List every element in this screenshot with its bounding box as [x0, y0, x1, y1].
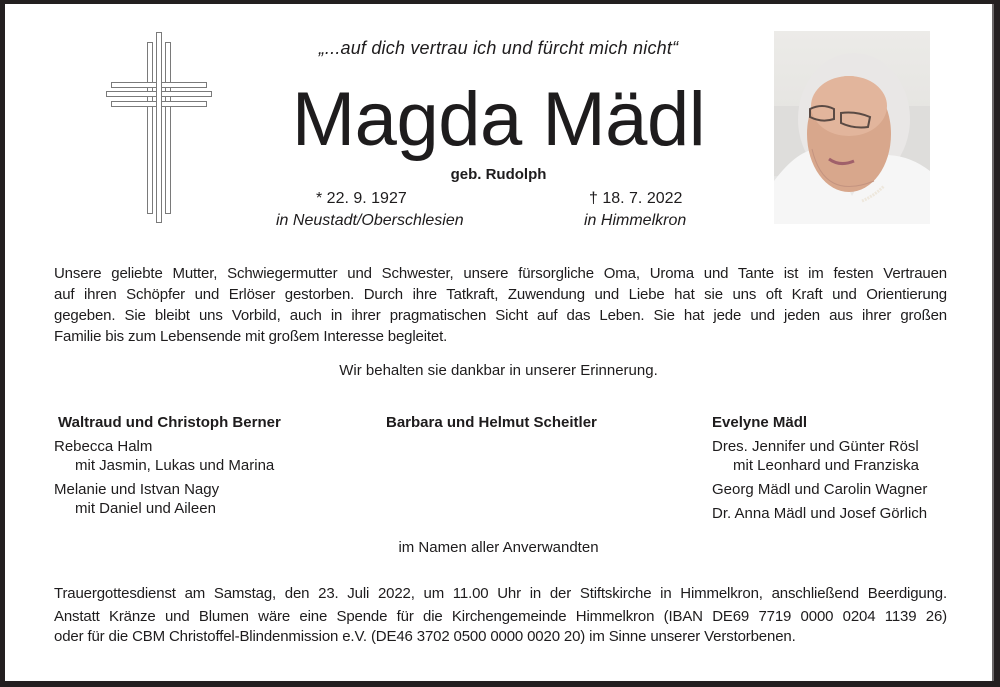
- maiden-name: geb. Rudolph: [450, 166, 547, 183]
- mourner-col1-head: Waltraud und Christoph Berner: [58, 414, 281, 431]
- deceased-name: Magda Mädl: [291, 77, 706, 162]
- footer-line: oder für die CBM Christoffel-Blindenmission e.V. (DE46 3702 0500 0000 0020 20) im Sinne unserer Verstorbenen.: [54, 628, 796, 645]
- relatives-line: im Namen aller Anverwandten: [398, 539, 599, 556]
- birth-place: in Neustadt/Oberschlesien: [276, 212, 464, 229]
- obituary-page: [5, 4, 992, 681]
- mourner-line: Melanie und Istvan Nagy: [54, 481, 220, 498]
- quote: „...auf dich vertrau ich und fürcht mich nicht“: [318, 38, 679, 58]
- portrait-photo: [774, 31, 930, 224]
- birth-date: * 22. 9. 1927: [316, 190, 407, 207]
- mourner-line: Dr. Anna Mädl und Josef Görlich: [712, 505, 928, 522]
- closing-line: Wir behalten sie dankbar in unserer Erinnerung.: [339, 362, 658, 379]
- footer-line: Trauergottesdienst am Samstag, den 23. Juli 2022, um 11.00 Uhr in der Stiftskirche in Himmelkron, anschließend Beerdigung.: [54, 585, 947, 602]
- death-date: † 18. 7. 2022: [589, 190, 683, 207]
- mourner-line: mit Leonhard und Franziska: [733, 457, 919, 474]
- mourner-line: mit Jasmin, Lukas und Marina: [75, 457, 275, 474]
- body-line: auf ihren Schöpfer und Erlöser gestorben. Durch ihre Tatkraft, Zuwendung und Liebe hat sie uns oft Kraft und Orientierung: [54, 286, 947, 303]
- body-line: Familie bis zum Lebensende mit großem Interesse begleitet.: [54, 328, 448, 345]
- death-place: in Himmelkron: [584, 212, 687, 229]
- mourner-line: Georg Mädl und Carolin Wagner: [712, 481, 928, 498]
- mourner-col3-head: Evelyne Mädl: [712, 414, 808, 431]
- mourner-line: Rebecca Halm: [54, 438, 153, 455]
- body-line: gegeben. Sie bleibt uns Vorbild, auch in ihrer pragmatischen Sicht auf das Leben. Sie hat jede und jeden aus ihrer großen: [54, 307, 947, 324]
- mourner-line: Dres. Jennifer und Günter Rösl: [712, 438, 919, 455]
- footer-line: Anstatt Kränze und Blumen wäre eine Spende für die Kirchengemeinde Himmelkron (IBAN DE69 7719 0000 0204 1139 26): [54, 608, 947, 625]
- body-line: Unsere geliebte Mutter, Schwiegermutter und Schwester, unsere fürsorgliche Oma, Uroma und Tante ist im festen Vertrauen: [54, 265, 947, 282]
- mourner-col2-head: Barbara und Helmut Scheitler: [386, 414, 597, 431]
- mourner-line: mit Daniel und Aileen: [75, 500, 216, 517]
